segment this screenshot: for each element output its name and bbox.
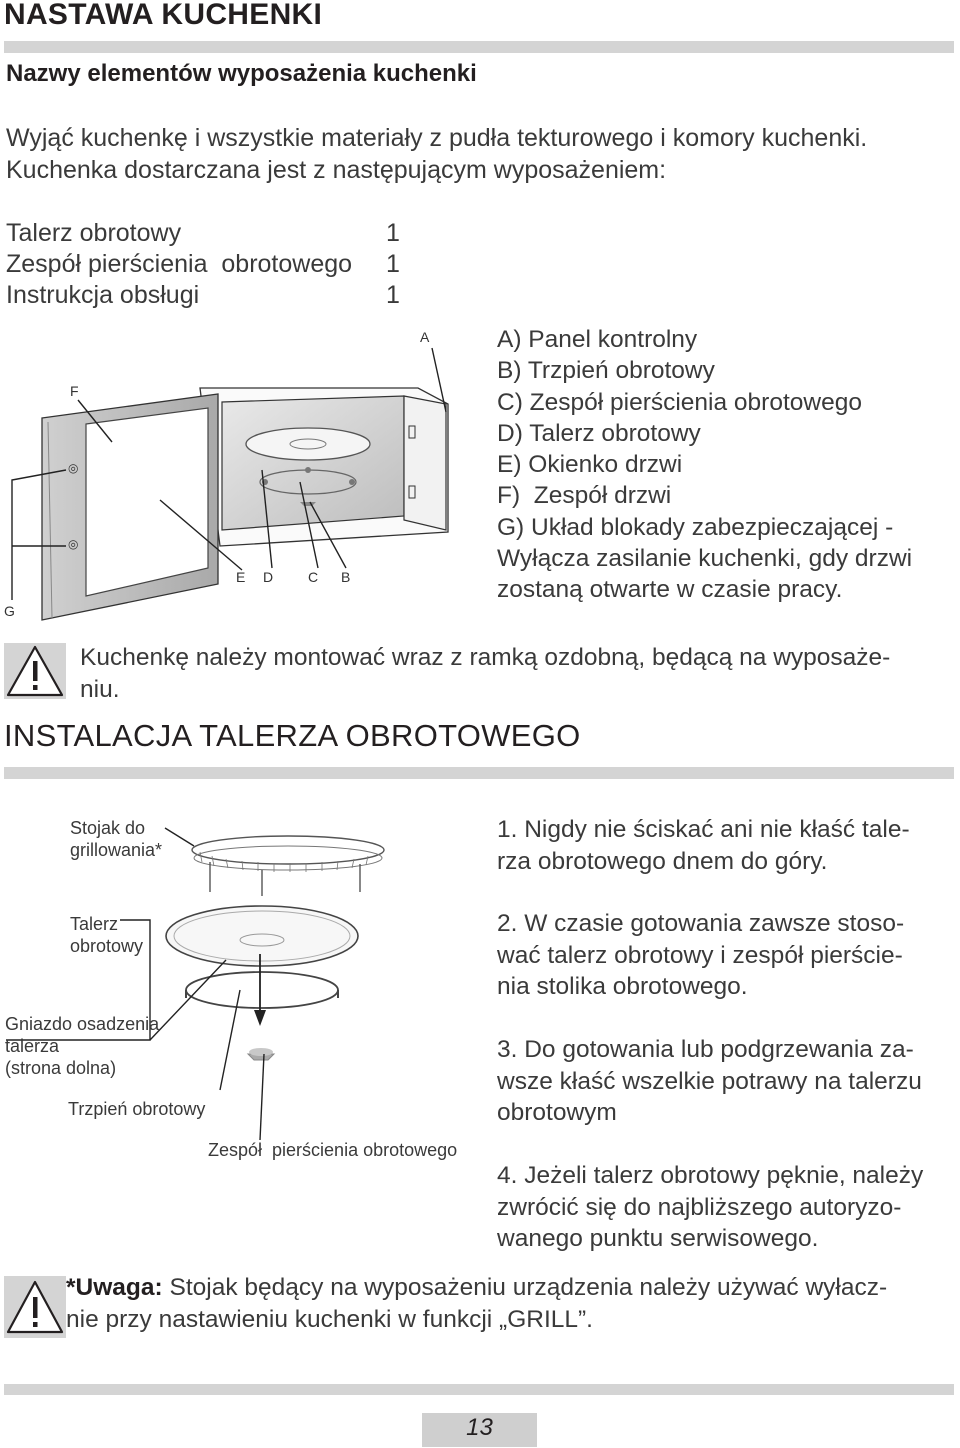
label-d: D [263,569,274,585]
equipment-qty: 1 [386,219,400,247]
hinge-icon: ◎ [68,537,79,551]
warning-icon [4,643,66,699]
section-rule [4,767,954,779]
step-3: 3. Do gotowania lub podgrzewania za- wsze kłaść wszelkie potrawy na talerzu obrotowym [497,1036,922,1126]
legend-item: Wyłącza zasilanie kuchenki, gdy drzwi [497,545,913,573]
socket-label: Gniazdo osadzenia talerza (strona dolna) [5,1014,160,1078]
legend-item: D) Talerz obrotowy [497,419,701,447]
grill-stand-label: Stojak do grillowania* [70,818,163,860]
equipment-row [6,219,400,248]
intro-line-2: Kuchenka dostarczana jest z następującym wyposażeniem: [6,156,667,184]
legend-item: E) Okienko drzwi [497,451,683,479]
equipment-qty: 1 [386,281,400,309]
turntable-label: Talerz obrotowy [70,914,144,956]
equipment-name: Zespół pierścienia obrotowego [6,250,353,278]
equipment-name: Talerz obrotowy [6,219,182,247]
label-g: G [4,603,15,619]
equipment-qty: 1 [386,250,400,278]
microwave-diagram [0,320,480,630]
mounting-warning: Kuchenkę należy montować wraz z ramką ozdobną, będącą na wyposaże- niu. [80,644,891,703]
legend-item: G) Układ blokady zabezpieczającej - [497,513,894,541]
warning-icon [4,1276,66,1338]
step-2: 2. W czasie gotowania zawsze stoso- wać talerz obrotowy i zespół pierście- nia stolika obrotowego. [497,910,905,1000]
door-window [86,408,208,596]
legend-item: A) Panel kontrolny [497,326,698,353]
grill-note: *Uwaga: Stojak będący na wyposażeniu urządzenia należy używać wyłacz- nie przy nastawieniu kuchenki w funkcji „GRILL”. [66,1274,888,1333]
roller-wheel [305,467,311,473]
note-label: *Uwaga: [66,1274,163,1301]
diagram-legend [497,324,957,606]
equipment-row [6,281,400,310]
label-e: E [236,569,246,585]
legend-item: zostaną otwarte w czasie pracy. [497,576,843,604]
label-c: C [308,569,319,585]
label-f: F [70,383,79,399]
legend-item: F) Zespół drzwi [497,482,672,510]
control-panel [404,396,446,530]
hinge-icon: ◎ [68,461,79,475]
label-a: A [420,329,430,345]
section-title: INSTALACJA TALERZA OBROTOWEGO [4,718,581,753]
step-1: 1. Nigdy nie ściskać ani nie kłaść tale- rza obrotowego dnem do góry. [497,816,910,875]
step-4: 4. Jeżeli talerz obrotowy pęknie, należy zwrócić się do najbliższego autoryzo- wanego punktu serwisowego. [497,1162,924,1252]
turntable-plate [246,428,370,460]
legend-item: B) Trzpień obrotowy [497,357,715,385]
intro-line-1: Wyjąć kuchenkę i wszystkie materiały z pudła tekturowego i komory kuchenki. [6,124,868,152]
spindle-label: Trzpień obrotowy [68,1099,206,1119]
section-subtitle: Nazwy elementów wyposażenia kuchenki [6,60,477,87]
equipment-name: Instrukcja obsługi [6,281,200,309]
title-rule [4,41,954,53]
roller-wheel [349,479,355,485]
legend-item: C) Zespół pierścienia obrotowego [497,388,862,416]
ring-label: Zespół pierścienia obrotowego [208,1140,458,1160]
equipment-row [6,250,406,279]
page-number: 13 [466,1414,493,1441]
oven-cavity [222,396,404,530]
page-title: NASTAWA KUCHENKI [4,0,323,31]
label-b: B [341,569,351,585]
footer-rule [4,1384,954,1395]
